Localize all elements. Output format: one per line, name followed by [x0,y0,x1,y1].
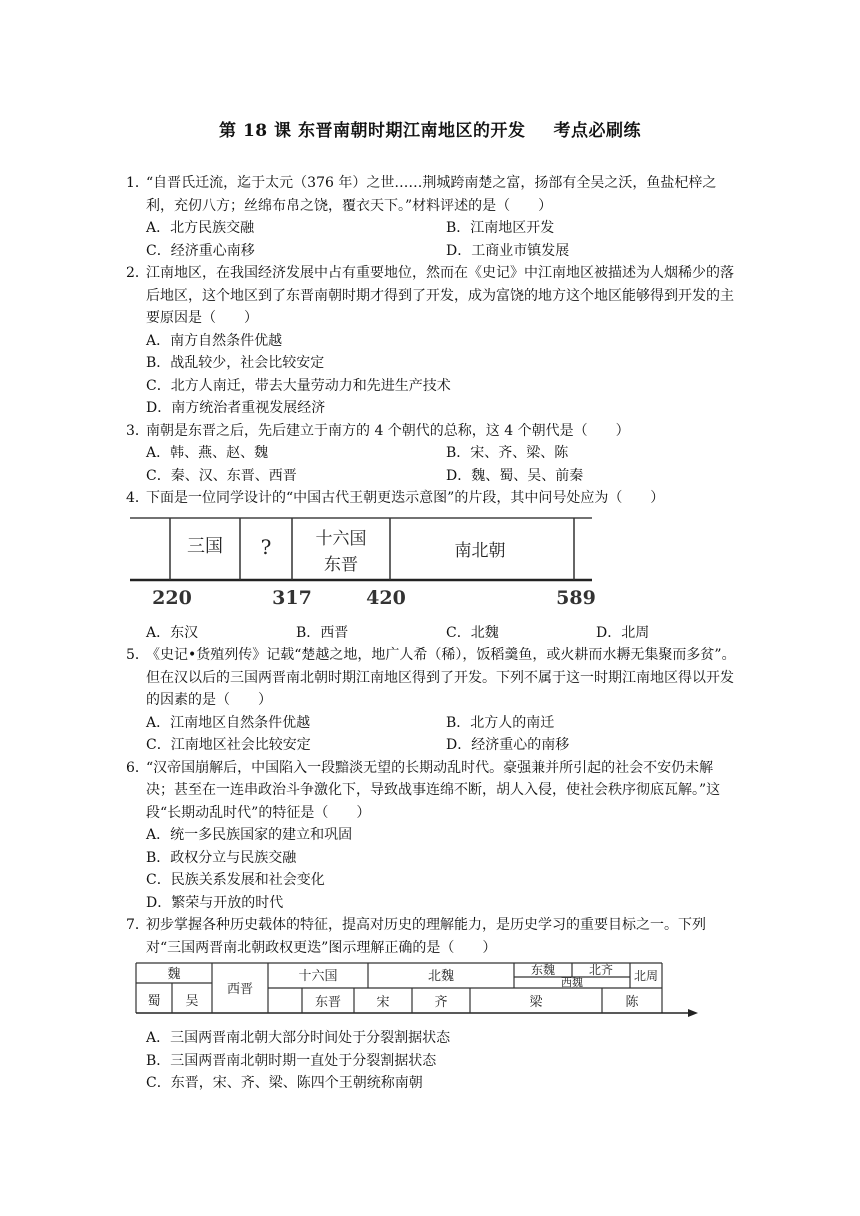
question-number: 5． [126,647,149,663]
cell-dongwei: 东魏 [530,963,556,977]
option-a[interactable]: A．南方自然条件优越 [146,332,283,349]
page-title [0,116,860,141]
question-4 [126,487,736,644]
stem-text: “汉帝国崩解后，中国陷入一段黯淡无望的长期动乱时代。豪强兼并所引起的社会不安仍未解决；甚至在一连串政治斗争激化下，导致战事连绵不断，胡人入侵，使社会秩序彻底瓦解。”这段“长期动乱时代”的特征是（ ） [146,759,721,821]
cell-dongjin: 东晋 [314,995,342,1010]
options [126,824,736,914]
question-stem [126,172,736,217]
cell-beiwei: 北魏 [427,969,455,984]
option-a[interactable]: A．三国两晋南北朝大部分时间处于分裂割据状态 [146,1030,451,1046]
option-d[interactable]: D．南方统治者重视发展经济 [146,400,326,416]
cell-wei: 魏 [167,967,181,982]
option-c[interactable]: C．北魏 [446,624,499,641]
cell-sanguo: 三国 [187,535,223,557]
question-number: 1． [126,175,149,191]
option-a[interactable]: A．江南地区自然条件优越 [146,714,311,731]
option-d[interactable]: D．北周 [596,624,650,641]
cell-liang: 梁 [529,995,543,1010]
option-c[interactable]: C．江南地区社会比较安定 [146,737,311,753]
question-stem [126,757,736,825]
dynasty-timeline-figure [130,516,736,616]
question-5 [126,644,736,757]
option-c[interactable]: C．经济重心南移 [146,242,255,259]
option-c[interactable]: C．民族关系发展和社会变化 [146,872,325,888]
regime-succession-figure [122,961,736,1023]
option-b[interactable]: B．三国两晋南北朝时期一直处于分裂割据状态 [146,1052,437,1069]
question-7 [126,914,736,1095]
cell-shiliuguo: 十六国 [298,969,338,984]
cell-shiliuguo: 十六国 [315,528,367,549]
option-a[interactable]: A．北方民族交融 [146,220,255,236]
question-stem [126,914,736,959]
question-number: 4． [126,490,149,506]
cell-wu: 吴 [185,994,199,1009]
cell-beiqi: 北齐 [588,963,614,977]
options [126,442,736,487]
question-number: 2． [126,265,149,281]
option-d[interactable]: D．工商业市镇发展 [446,242,570,259]
year-label: 420 [366,586,406,609]
stem-text: 南朝是东晋之后，先后建立于南方的 4 个朝代的总称，这 4 个朝代是（ ） [146,422,630,439]
option-a[interactable]: A．韩、燕、赵、魏 [146,445,269,461]
option-d[interactable]: D．繁荣与开放的时代 [146,894,284,911]
options [126,622,736,645]
option-c[interactable]: C．北方人南迁，带去大量劳动力和先进生产技术 [146,377,451,394]
succession-svg [122,961,702,1019]
cell-beizhou: 北周 [633,969,659,983]
stem-text: 江南地区，在我国经济发展中占有重要地位，然而在《史记》中江南地区被描述为人烟稀少的落后地区，这个地区到了东晋南朝时期才得到了开发，成为富饶的地方这个地区能够得到开发的主要原因是（ ） [146,265,734,326]
option-a[interactable]: A．统一多民族国家的建立和巩固 [146,827,353,843]
option-b[interactable]: B．西晋 [296,624,349,641]
option-b[interactable]: B．宋、齐、梁、陈 [446,445,569,461]
options [126,217,736,262]
cell-qi: 齐 [434,995,448,1010]
cell-song: 宋 [376,995,390,1010]
timeline-svg [130,516,600,612]
cell-xiwei: 西魏 [561,976,583,989]
option-d[interactable]: D．经济重心的南移 [446,737,570,753]
year-label: 589 [556,586,596,609]
question-2 [126,262,736,420]
option-d[interactable]: D．魏、蜀、吴、前秦 [446,467,584,484]
question-number: 3． [126,422,149,439]
options [126,1027,736,1095]
option-b[interactable]: B．江南地区开发 [446,220,555,236]
question-stem [126,487,736,510]
question-3 [126,420,736,488]
year-label: 317 [272,586,312,609]
options [126,712,736,757]
option-c[interactable]: C．东晋，宋、齐、梁、陈四个王朝统称南朝 [146,1075,423,1091]
question-stem [126,262,736,330]
cell-dongjin: 东晋 [324,554,358,575]
cell-nanbeichao: 南北朝 [454,540,506,561]
year-label: 220 [152,586,192,609]
options [126,330,736,420]
stem-text: 《史记•货殖列传》记载“楚越之地，地广人希（稀），饭稻羹鱼，或火耕而水耨无集聚而多贫”。但在汉以后的三国两晋南北朝时期江南地区得到了开发。下列不属于这一时期江南地区得以开发的因素的是（ ） [146,647,736,708]
title-sub: 考点必刷练 [553,121,641,141]
option-b[interactable]: B．北方人的南迁 [446,714,555,731]
cell-question-mark: ? [260,534,272,559]
question-1 [126,172,736,262]
option-b[interactable]: B．战乱较少，社会比较安定 [146,355,325,371]
cell-chen: 陈 [625,995,639,1010]
title-main: 第 18 课 东晋南朝时期江南地区的开发 [219,121,526,141]
option-c[interactable]: C．秦、汉、东晋、西晋 [146,467,297,484]
stem-text: 下面是一位同学设计的“中国古代王朝更迭示意图”的片段，其中问号处应为（ ） [146,490,665,506]
question-number: 6． [126,759,149,776]
option-a[interactable]: A．东汉 [146,624,199,641]
question-6 [126,757,736,915]
stem-text: 初步掌握各种历史载体的特征，提高对历史的理解能力，是历史学习的重要目标之一。下列对“三国两晋南北朝政权更迭”图示理解正确的是（ ） [146,917,706,956]
question-list [126,172,736,1095]
question-number: 7． [126,917,149,933]
option-b[interactable]: B．政权分立与民族交融 [146,849,297,866]
cell-shu: 蜀 [147,994,161,1009]
cell-xijin: 西晋 [226,982,254,997]
stem-text: “自晋氏迁流，迄于太元（376 年）之世……荆城跨南楚之富，扬部有全吴之沃，鱼盐杞梓之利，充仞八方；丝绵布帛之饶，覆衣天下。”材料评述的是（ ） [146,175,717,214]
question-stem [126,420,736,443]
question-stem [126,644,736,712]
